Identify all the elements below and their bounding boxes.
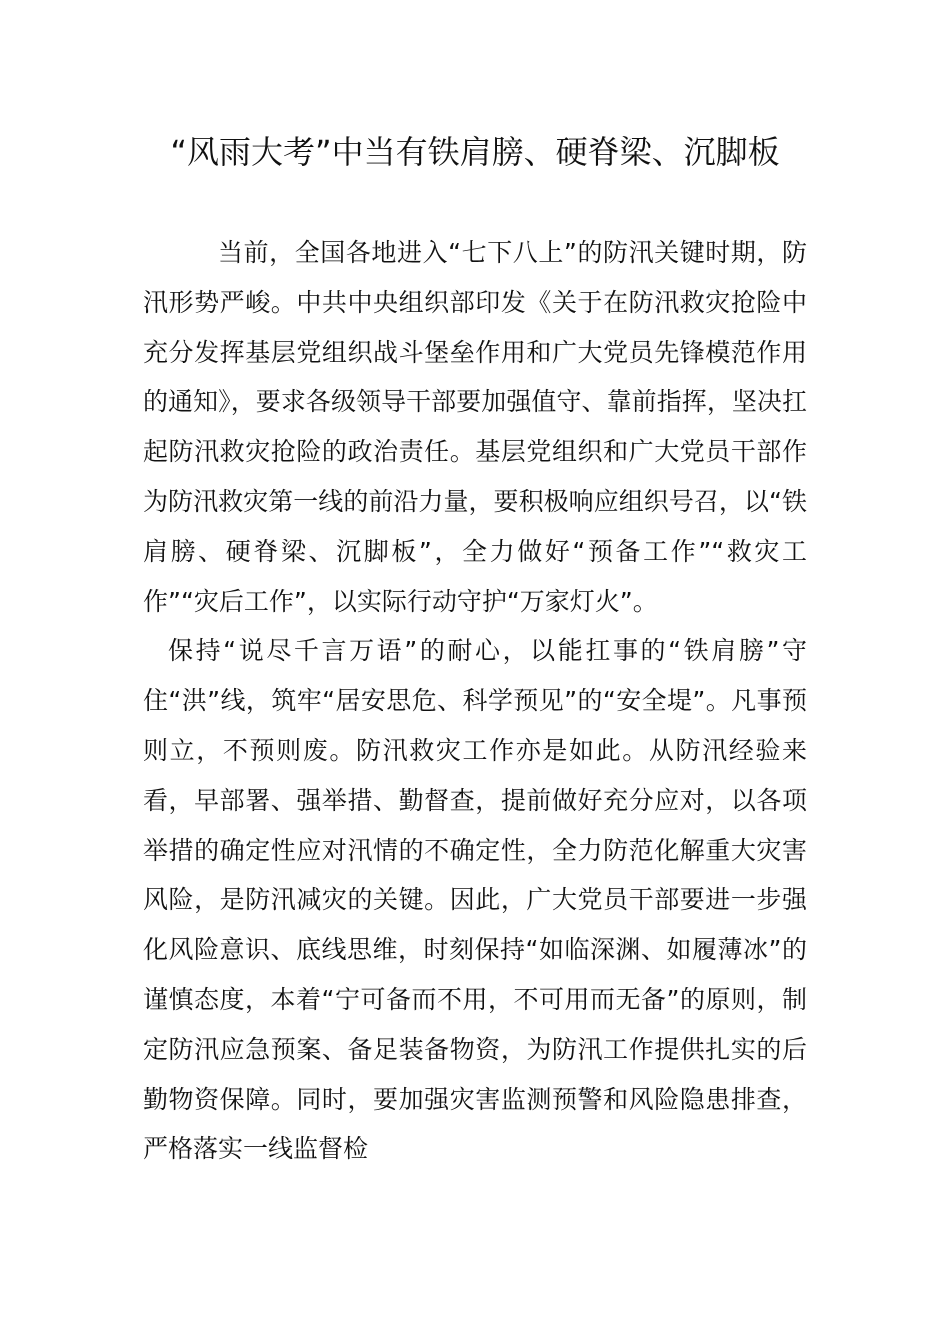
paragraph-1: 当前，全国各地进入“七下八上”的防汛关键时期，防汛形势严峻。中共中央组织部印发《关于在防汛救灾抢险中充分发挥基层党组织战斗堡垒作用和广大党员先锋模范作用的通知》，要求各级领导干部要加强值守、靠前指挥，坚决扛起防汛救灾抢险的政治责任。基层党组织和广大党员干部作为防汛救灾第一线的前沿力量，要积极响应组织号召，以“铁肩膀、硬脊梁、沉脚板”，全力做好“预备工作”“救灾工作”“灾后工作”，以实际行动守护“万家灯火”。 [143, 238, 807, 616]
paragraph-2: 保持“说尽千言万语”的耐心，以能扛事的“铁肩膀”守住“洪”线，筑牢“居安思危、科学预见”的“安全堤”。凡事预则立，不预则废。防汛救灾工作亦是如此。从防汛经验来看，早部署、强举措、勤督查，提前做好充分应对，以各项举措的确定性应对汛情的不确定性，全力防范化解重大灾害风险，是防汛减灾的关键。因此，广大党员干部要进一步强化风险意识、底线思维，时刻保持“如临深渊、如履薄冰”的谨慎态度，本着“宁可备而不用，不可用而无备”的原则，制定防汛应急预案、备足装备物资，为防汛工作提供扎实的后勤物资保障。同时，要加强灾害监测预警和风险隐患排查，严格落实一线监督检 [143, 636, 807, 1164]
document-body [143, 228, 807, 1174]
document-title: “风雨大考”中当有铁肩膀、硬脊梁、沉脚板 [170, 133, 780, 171]
